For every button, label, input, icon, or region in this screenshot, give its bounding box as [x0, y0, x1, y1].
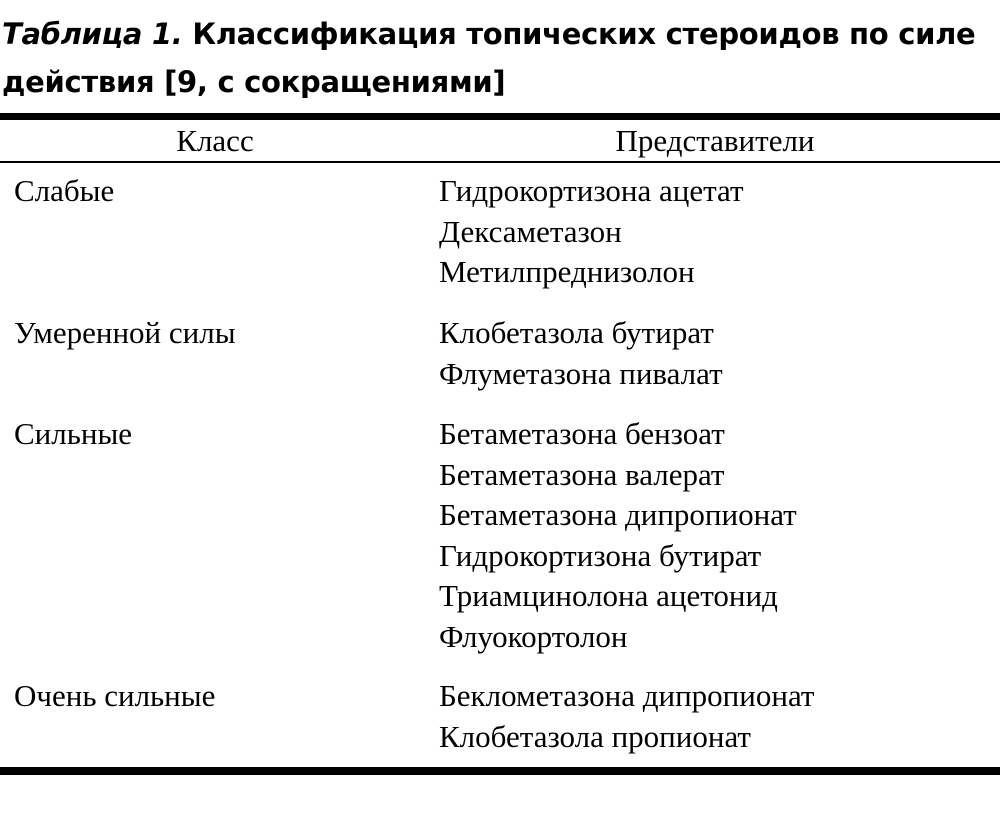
- table-caption: [2, 10, 998, 106]
- header-rule: [0, 161, 1000, 163]
- representatives-cell: [439, 676, 814, 757]
- representative-item: Дексаметазон: [439, 213, 622, 249]
- representative-item: Бетаметазона валерат: [439, 456, 725, 492]
- class-cell: Умеренной силы: [14, 315, 236, 350]
- representative-item: Флуметазона пивалат: [439, 355, 723, 391]
- table-row: [0, 676, 1000, 757]
- header-representatives: Представители: [615, 123, 815, 158]
- class-cell: Сильные: [14, 416, 133, 451]
- representatives-cell: [439, 414, 797, 657]
- class-cell: Слабые: [14, 173, 115, 208]
- representative-item: Флуокортолон: [439, 618, 628, 654]
- table-bottom-rule: [0, 767, 1000, 775]
- representative-item: Гидрокортизона ацетат: [439, 173, 744, 208]
- caption-label: Таблица 1.: [2, 17, 183, 51]
- representative-item: Бетаметазона дипропионат: [439, 497, 797, 532]
- representative-item: Метилпреднизолон: [439, 254, 695, 289]
- representatives-cell: [439, 171, 744, 293]
- representative-item: Гидрокортизона бутират: [439, 537, 762, 573]
- caption-line-1: [2, 10, 998, 58]
- header-class: Класс: [176, 123, 254, 158]
- class-cell: Очень сильные: [14, 678, 216, 713]
- representative-item: Триамцинолона ацетонид: [439, 578, 778, 613]
- caption-title-part-1: Классификация топических стероидов по силе: [192, 17, 976, 51]
- representative-item: Клобетазола бутират: [439, 315, 714, 350]
- representative-item: Бетаметазона бензоат: [439, 416, 725, 451]
- representative-item: Клобетазола пропионат: [439, 718, 751, 754]
- table-row: [0, 171, 1000, 293]
- table-row: [0, 313, 1000, 394]
- caption-title-part-2: действия [9, с сокращениями]: [2, 65, 506, 99]
- table-row: [0, 414, 1000, 657]
- representative-item: Беклометазона дипропионат: [439, 678, 815, 713]
- representatives-cell: [439, 313, 723, 394]
